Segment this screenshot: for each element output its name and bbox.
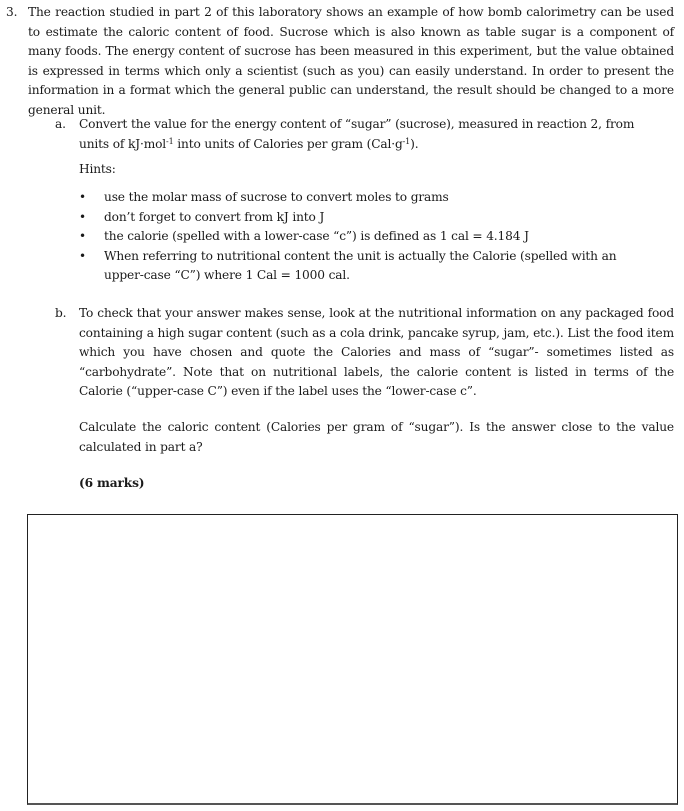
part-b-marker: b. [55, 306, 67, 320]
hint-text: don’t forget to convert from kJ into J [104, 209, 325, 224]
hint-item [79, 247, 659, 286]
part-a-superscript-1: -1 [166, 136, 174, 146]
part-a-marker: a. [55, 117, 66, 131]
marks-label: (6 marks) [79, 476, 145, 490]
part-a-text-2: into units of Calories per gram (Cal·g [173, 136, 403, 151]
hint-list [79, 188, 659, 286]
part-b-calculation-prompt: Calculate the caloric content (Calories per gram of “sugar”). Is the answer close to the value calculated in part a? [79, 420, 674, 454]
hint-text: use the molar mass of sucrose to convert moles to grams [104, 190, 449, 204]
question-number: 3. [6, 5, 18, 19]
hint-text: the calorie (spelled with a lower-case “c”) is defined as 1 cal = 4.184 J [104, 229, 529, 244]
bullet-icon: • [79, 248, 86, 263]
part-b-instructions: To check that your answer makes sense, look at the nutritional information on any packaged food containing a high sugar content (such as a cola drink, pancake syrup, jam, etc.). List the food item which you have chosen and quote the Calories and mass of “sugar”- sometimes listed as “carbohydrate”. Note that on nutritional labels, the calorie content is listed in terms of the Calorie (“upper-case C”) even if the label uses the “lower-case c”. [79, 306, 674, 399]
hint-item [79, 227, 659, 247]
bullet-icon: • [79, 190, 86, 204]
bullet-icon: • [79, 209, 86, 224]
hints-label: Hints: [79, 162, 116, 176]
hint-text: When referring to nutritional content the unit is actually the Calorie (spelled with an upper-case “C”) where 1 Cal = 1000 cal. [104, 248, 617, 283]
question-intro: The reaction studied in part 2 of this laboratory shows an example of how bomb calorimetry can be used to estimate the caloric content of food. Sucrose which is also known as table sugar is a component of many foods. The energy content of sucrose has been measured in this experiment, but the value obtained is expressed in terms which only a scientist (such as you) can easily understand. In order to present the information in a format which the general public can understand, the result should be changed to a more general unit. [28, 5, 674, 117]
part-a-superscript-2: -1 [402, 136, 411, 146]
part-a-text-1: Convert the value for the energy content of “sugar” (sucrose), measured in reaction 2, from units of kJ·mol [79, 117, 635, 151]
answer-box[interactable] [27, 514, 678, 805]
hint-item [79, 208, 659, 228]
part-a-text-3: ). [410, 136, 419, 151]
part-a-instructions [79, 115, 655, 154]
bullet-icon: • [79, 229, 86, 244]
hint-item [79, 188, 659, 208]
